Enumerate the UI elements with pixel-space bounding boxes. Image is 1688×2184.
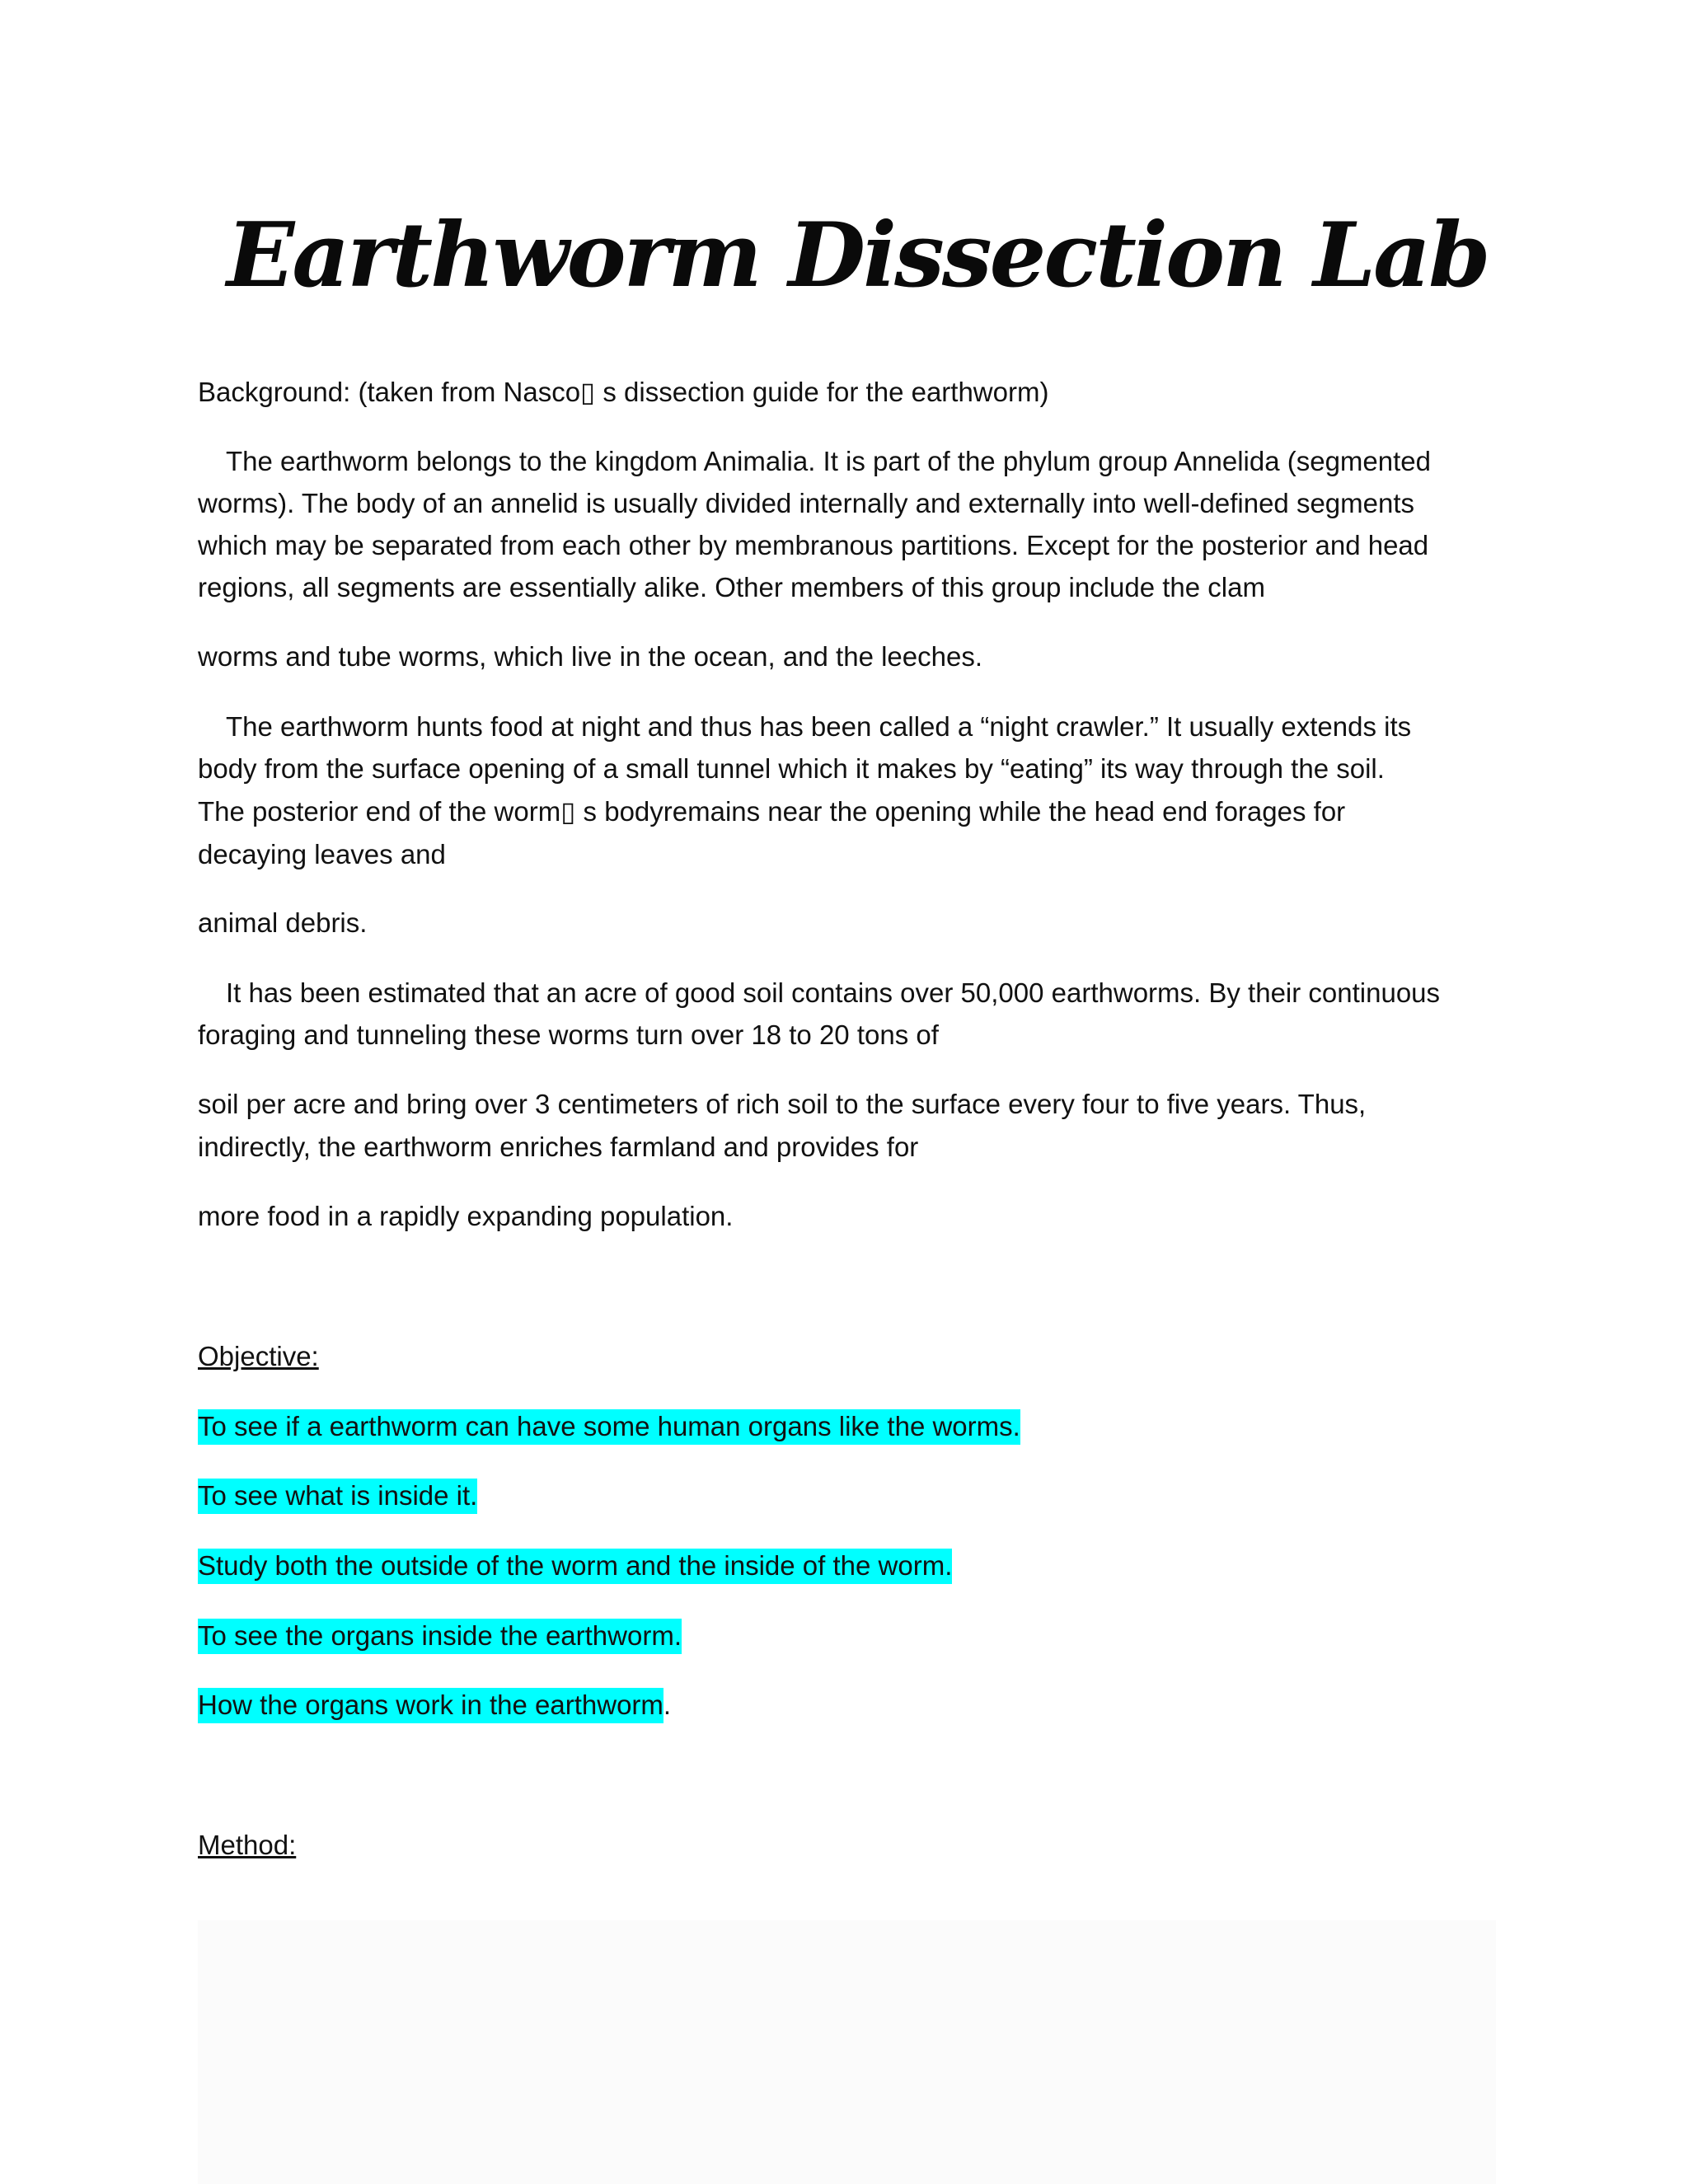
paragraph1-line3: which may be separated from each other by membranous partitions. Except for the posterior and head xyxy=(198,530,1429,560)
paragraph1-line1: The earthworm belongs to the kingdom Animalia. It is part of the phylum group Annelida (segmented xyxy=(226,446,1431,476)
objective-item xyxy=(198,1410,1020,1443)
objective-item xyxy=(198,1619,682,1652)
objective-text-3: Study both the outside of the worm and the inside of the worm. xyxy=(198,1549,952,1584)
paragraph2-line5: animal debris. xyxy=(198,907,368,938)
paragraph2-line4: decaying leaves and xyxy=(198,839,446,869)
objective-item xyxy=(198,1689,671,1722)
paragraph2-line2: body from the surface opening of a small tunnel which it makes by “eating” its way through the soil. xyxy=(198,753,1385,784)
objective-text-4: To see the organs inside the earthworm. xyxy=(198,1619,682,1654)
paragraph3-line4: indirectly, the earthworm enriches farmland and provides for xyxy=(198,1132,919,1162)
paragraph3-line2: foraging and tunneling these worms turn over 18 to 20 tons of xyxy=(198,1019,939,1050)
objective-item xyxy=(198,1549,952,1582)
objective-text-5: How the organs work in the earthworm xyxy=(198,1688,663,1723)
paragraph3-line3: soil per acre and bring over 3 centimeters of rich soil to the surface every four to five years. Thus, xyxy=(198,1089,1367,1119)
paragraph2-line3: The posterior end of the worm▯ s bodyremains near the opening while the head end forages for xyxy=(198,796,1346,827)
paragraph3-line1: It has been estimated that an acre of good soil contains over 50,000 earthworms. By their continuous xyxy=(226,977,1441,1008)
paragraph1-line5: worms and tube worms, which live in the ocean, and the leeches. xyxy=(198,641,983,672)
page-title: Earthworm Dissection Lab xyxy=(227,204,1489,307)
paragraph1-line4: regions, all segments are essentially alike. Other members of this group include the clam xyxy=(198,572,1265,602)
paragraph3-line5: more food in a rapidly expanding population. xyxy=(198,1201,734,1231)
objective-text-2: To see what is inside it. xyxy=(198,1479,477,1514)
blank-area xyxy=(198,1920,1496,2184)
objective-period: . xyxy=(663,1690,672,1720)
paragraph2-line1: The earthworm hunts food at night and thus has been called a “night crawler.” It usually extends its xyxy=(226,711,1412,742)
objective-item xyxy=(198,1479,477,1512)
objective-text-1: To see if a earthworm can have some human organs like the worms. xyxy=(198,1409,1020,1445)
method-heading: Method: xyxy=(198,1830,297,1860)
objective-heading: Objective: xyxy=(198,1341,319,1371)
background-heading: Background: (taken from Nasco▯ s dissection guide for the earthworm) xyxy=(198,377,1049,407)
paragraph1-line2: worms). The body of an annelid is usually divided internally and externally into well-defined segments xyxy=(198,488,1415,518)
